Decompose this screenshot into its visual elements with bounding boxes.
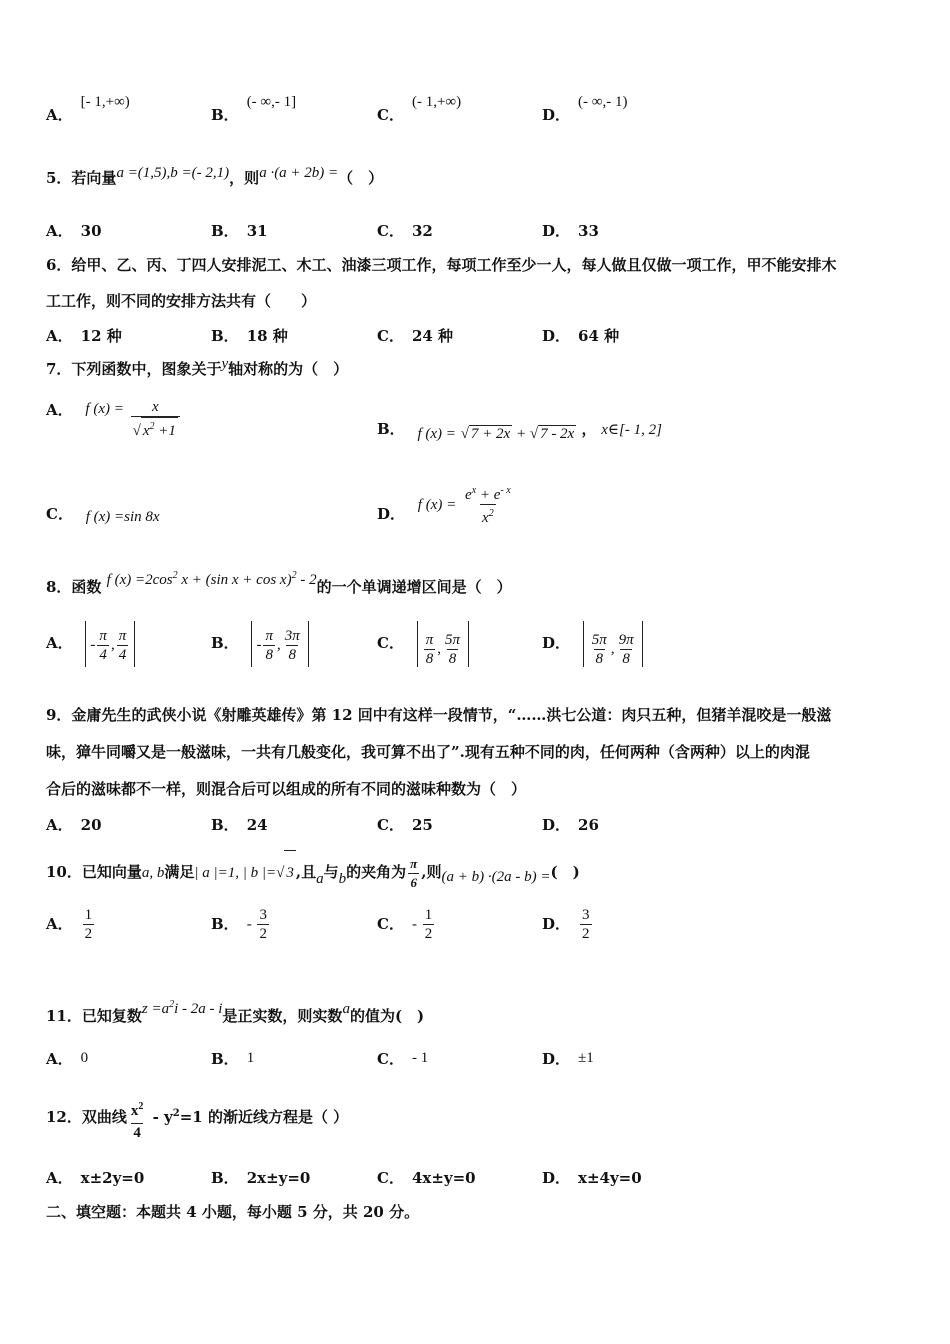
q4-option-d: D．(- ∞,- 1): [542, 94, 628, 124]
q12-stem: 12．双曲线 $\frac{x^2}{4}$ - $y^2=1$ 的渐近线方程是（ ）: [46, 1100, 349, 1141]
q5-option-d: D． 33: [542, 222, 599, 240]
q6-option-c: C． 24 种: [377, 327, 454, 345]
q9-option-d: D． 26: [542, 816, 599, 834]
q7d-fraction: $\frac{e^x + e^{- x}}{x^2}$: [465, 485, 511, 526]
section-heading-fill-in: 二、填空题：本题共 4 小题，每小题 5 分，共 20 分。: [46, 1203, 420, 1221]
q9-option-c: C． 25: [377, 816, 433, 834]
q8-option-b: B． - $\frac{\pi}{8}$ , $\frac{3\pi}{8}$: [211, 621, 309, 667]
q4-option-c: C．(- 1,+∞): [377, 94, 462, 124]
q7-option-d: D． f (x) = $\frac{e^x + e^{- x}}{x^2}$: [377, 482, 515, 527]
q10-option-d: D． $\frac{3}{2}$: [542, 907, 590, 942]
q12-option-c: C． 4x±y=0: [377, 1169, 476, 1187]
q10-stem: 10．已知向量a, b满足| a |=1, | b |=√ 3 ,且a与b的夹角为 $\frac{\pi}{6}$ ,则(a + b) ·(2a - b) =( ): [46, 850, 580, 895]
q6-option-a: A． 12 种: [46, 327, 122, 345]
q10-option-c: C． - $\frac{1}{2}$: [377, 907, 433, 942]
q7a-fraction: $\frac{x}{√ x^2 +1}$: [131, 398, 180, 440]
q12-option-d: D． x±4y=0: [542, 1169, 642, 1187]
q9-option-b: B． 24: [211, 816, 268, 834]
q4-option-b: B．(- ∞,- 1]: [211, 94, 297, 124]
q5-option-a: A． 30: [46, 222, 102, 240]
q8-option-c: C． $\frac{\pi}{8}$ , $\frac{5\pi}{8}$: [377, 621, 469, 667]
q5-stem: 5．若向量a =(1,5),b =(- 2,1)，则a ·(a + 2b) =（ ）: [46, 165, 384, 187]
q5-option-b: B． 31: [211, 222, 268, 240]
q9-stem-line1: 9．金庸先生的武侠小说《射雕英雄传》第 12 回中有这样一段情节，“……洪七公道：肉只五种，但猪羊混咬是一般滋: [46, 706, 832, 724]
q8-stem: 8．函数 f $(x) =2\cos^2$ x + (sin x + cos x)$^2$ - 2的一个单调递增区间是（ ）: [46, 570, 512, 596]
q11-stem: 11．已知复数$z =a^2i - 2a - i$是正实数，则实数a的值为( ): [46, 999, 425, 1025]
q7-option-b: B． f (x) = √ 7 + 2x + √ 7 - 2x ， x∈[- 1, 2]: [377, 420, 662, 442]
q8-option-a: A． - $\frac{\pi}{4}$ , $\frac{\pi}{4}$: [46, 621, 135, 667]
q8-option-d: D． $\frac{5\pi}{8}$ , $\frac{9\pi}{8}$: [542, 621, 643, 667]
q7-option-c: C． f (x) =sin 8x: [46, 505, 160, 525]
q6-stem-line2: 工工作，则不同的安排方法共有（ ）: [46, 292, 317, 310]
q6-option-d: D． 64 种: [542, 327, 620, 345]
q12-option-a: A． x±2y=0: [46, 1169, 145, 1187]
q11-option-c: C． - 1: [377, 1050, 429, 1068]
q6-stem-line1: 6．给甲、乙、丙、丁四人安排泥工、木工、油漆三项工作，每项工作至少一人，每人做且仅做一项工作，甲不能安排木: [46, 256, 837, 274]
q10-option-b: B． - $\frac{3}{2}$: [211, 907, 267, 942]
q11-option-d: D． ±1: [542, 1050, 594, 1068]
q9-option-a: A． 20: [46, 816, 102, 834]
q9-stem-line2: 味，獐牛同嚼又是一般滋味，一共有几般变化，我可算不出了”.现有五种不同的肉，任何两种（含两种）以上的肉混: [46, 743, 810, 761]
q7-option-a: A． f (x) = $\frac{x}{√ x^2 +1}$: [46, 398, 182, 440]
q5-option-c: C． 32: [377, 222, 433, 240]
q9-stem-line3: 合后的滋味都不一样，则混合后可以组成的所有不同的滋味种数为（ ）: [46, 780, 527, 798]
q10-option-a: A． $\frac{1}{2}$: [46, 907, 93, 942]
q12-option-b: B． 2x±y=0: [211, 1169, 311, 1187]
q11-option-a: A． 0: [46, 1050, 89, 1068]
q6-option-b: B． 18 种: [211, 327, 288, 345]
q7-stem: 7．下列函数中，图象关于y轴对称的为（ ）: [46, 356, 349, 378]
q11-option-b: B． 1: [211, 1050, 255, 1068]
q4-option-a: A．[- 1,+∞): [46, 94, 130, 124]
